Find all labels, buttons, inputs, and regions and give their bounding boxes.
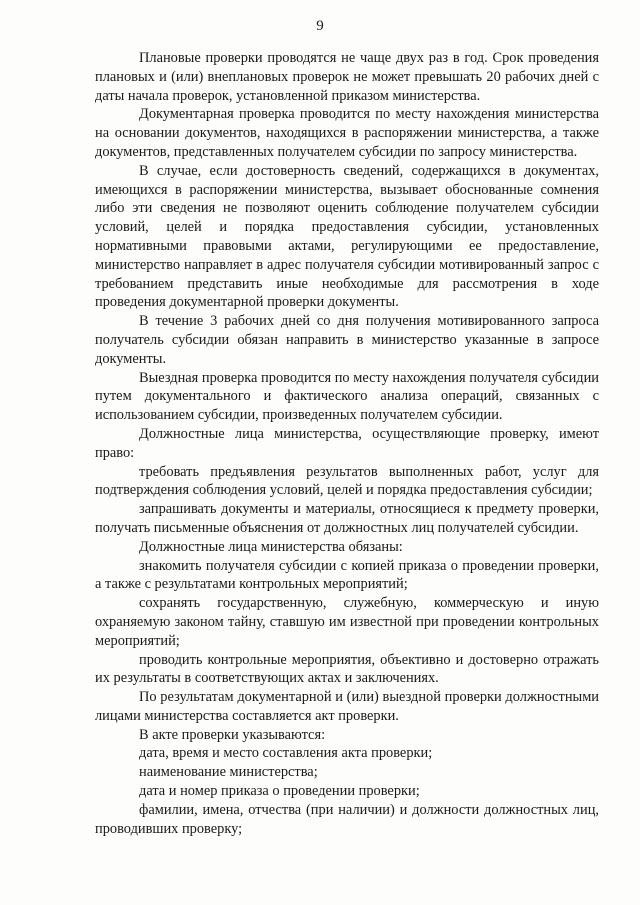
document-body — [95, 49, 599, 838]
list-item-right-request-documents: запрашивать документы и материалы, относящиеся к предмету проверки, получать письменные объяснения от должностных лиц получателей субсидии. — [95, 501, 599, 536]
page-number: 9 — [316, 18, 324, 34]
list-item-duty-conduct-measures: проводить контрольные мероприятия, объективно и достоверно отражать их результаты в соответствующих актах и заключениях. — [95, 651, 599, 687]
paragraph-officials-rights: Должностные лица министерства, осуществляющие проверку, имеют право: — [95, 425, 599, 461]
paragraph-reasoned-request: В случае, если достоверность сведений, содержащихся в документах, имеющихся в распоряжении министерства, вызывает обоснованные сомнения либо эти сведения не позволяют оценить соблюдение получателем субсидии условий, целей и порядка предоставления субсидии, установленных нормативными правовыми актами, регулирующими ее предоставление, министерство направляет в адрес получателя субсидии мотивированный запрос с требованием представить иные необходимые для рассмотрения в ходе проведения документарной проверки документы. — [95, 162, 599, 311]
list-item-act-ministry-name: наименование министерства; — [139, 764, 318, 781]
list-item-duty-keep-secret: сохранять государственную, служебную, коммерческую и иную охраняемую законом тайну, ставшую им известной при проведении контрольных мероприятий; — [95, 595, 599, 649]
list-item-act-order-number: дата и номер приказа о проведении проверки; — [139, 783, 420, 800]
list-item-act-inspectors: фамилии, имена, отчества (при наличии) и должности должностных лиц, проводивших проверку; — [95, 801, 599, 837]
list-item-act-date-place: дата, время и место составления акта проверки; — [139, 745, 433, 762]
paragraph-documentary-inspection: Документарная проверка проводится по месту нахождения министерства на основании документов, находящихся в распоряжении министерства, а также документов, представленных получателем субсидии по запросу министерства. — [95, 106, 599, 160]
paragraph-response-deadline: В течение 3 рабочих дней со дня получения мотивированного запроса получатель субсидии обязан направить в министерство указанные в запросе документы. — [95, 313, 599, 367]
paragraph-officials-duties: Должностные лица министерства обязаны: — [139, 538, 403, 555]
paragraph-onsite-inspection: Выездная проверка проводится по месту нахождения получателя субсидии путем документального и фактического анализа операций, связанных с использованием субсидии, произведенных получателем субсидии. — [95, 369, 599, 424]
list-item-duty-familiarize: знакомить получателя субсидии с копией приказа о проведении проверки, а также с результатами контрольных мероприятий; — [95, 557, 599, 593]
paragraph-inspection-act: По результатам документарной и (или) выездной проверки должностными лицами министерства составляется акт проверки. — [95, 689, 599, 724]
list-item-right-demand-results: требовать предъявления результатов выполненных работ, услуг для подтверждения соблюдения условий, целей и порядка предоставления субсидии; — [95, 463, 599, 499]
paragraph-act-contents: В акте проверки указываются: — [139, 726, 326, 743]
paragraph-planned-inspections: Плановые проверки проводятся не чаще двух раз в год. Срок проведения плановых и (или) внеплановых проверок не может превышать 20 рабочих дней с даты начала проверок, установленной приказом министерства. — [95, 50, 599, 104]
